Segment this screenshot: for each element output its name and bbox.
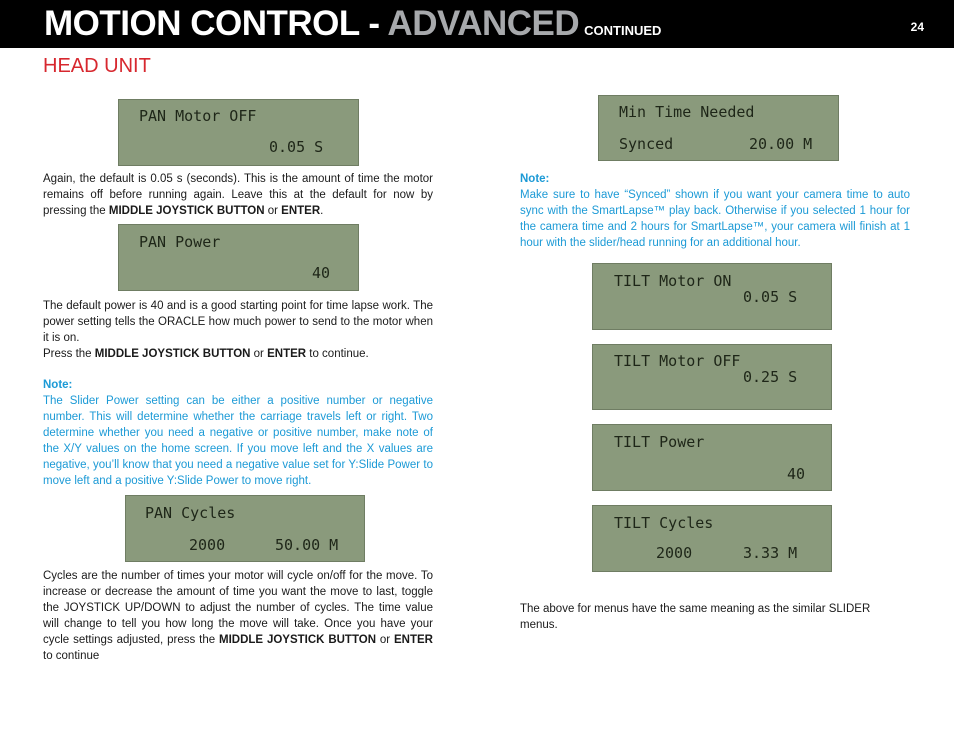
- lcd-line1: PAN Motor OFF: [139, 107, 257, 125]
- lcd-pan-motor-off: [118, 99, 359, 166]
- lcd-line1: TILT Motor ON: [614, 272, 732, 290]
- lcd-line1: PAN Cycles: [145, 504, 236, 522]
- paragraph-pan-cycles: Cycles are the number of times your motor will cycle on/off for the move. To increase or decrease the amount of time you want the move to last, toggle the JOYSTICK UP/DOWN to adjust the number of cycles. The time value will change to tell you how long the move will take. Once you have your cycle settings adjusted, press the MIDDLE JOYSTICK BUTTON or ENTER to continue: [43, 570, 433, 662]
- header-bar: [0, 0, 954, 48]
- lcd-line2: 40: [787, 465, 806, 483]
- page-number: 24: [910, 20, 924, 34]
- lcd-line1: TILT Cycles: [614, 514, 714, 532]
- title-main: MOTION CONTROL -: [44, 4, 388, 43]
- paragraph-pan-motor-off: Again, the default is 0.05 s (seconds). This is the amount of time the motor remains off before running again. Leave this at the default for now by pressing the MIDDLE JOYSTICK BUTTON or ENTER.: [43, 173, 433, 217]
- lcd-line2: 0.05 S: [269, 138, 324, 156]
- lcd-line2: 0.05 S: [743, 288, 798, 306]
- lcd-tilt-motor-on: [592, 263, 832, 330]
- lcd-line2: 0.25 S: [743, 368, 798, 386]
- lcd-line2-time: 20.00 M: [749, 135, 813, 153]
- page-title: [44, 2, 661, 53]
- lcd-pan-cycles: [125, 495, 365, 562]
- lcd-line2-time: 3.33 M: [743, 544, 798, 562]
- lcd-line2-mode: Synced: [619, 135, 674, 153]
- title-accent: ADVANCED: [387, 4, 580, 43]
- lcd-line2: 40: [312, 264, 331, 282]
- paragraph-pan-power: The default power is 40 and is a good starting point for time lapse work. The power setting tells the ORACLE how much power to send to the motor when it is on. Press the MIDDLE JOYSTICK BUTTON or ENTER to continue.: [43, 300, 433, 360]
- lcd-tilt-power: [592, 424, 832, 491]
- note-label: Note:: [43, 379, 73, 391]
- lcd-line1: PAN Power: [139, 233, 221, 251]
- lcd-line2-count: 2000: [189, 536, 226, 554]
- note-synced: Note: Make sure to have “Synced” shown if you want your camera time to auto sync with the SmartLapse™ play back. Otherwise if you selected 1 hour for the camera time and 2 hours for SmartLapse™, your camera will finish at 1 hour with the slider/head running for an additional hour.: [520, 173, 910, 249]
- lcd-line1: Min Time Needed: [619, 103, 755, 121]
- lcd-min-time: [598, 95, 839, 161]
- title-suffix: CONTINUED: [584, 23, 662, 38]
- lcd-line1: TILT Motor OFF: [614, 352, 741, 370]
- note-slider-power: Note: The Slider Power setting can be either a positive number or negative number. This will determine whether the carriage travels left or right. Two determine whether you need a negative or positive number, make note of the X/Y values on the home screen. If you move left and the X values are negative, you’ll know that you need a negative value set for Y:Slide Power to move left and a positive Y:Slide Power to move right.: [43, 379, 433, 487]
- lcd-line1: TILT Power: [614, 433, 705, 451]
- section-title: HEAD UNIT: [43, 55, 151, 77]
- lcd-tilt-motor-off: [592, 344, 832, 410]
- lcd-pan-power: [118, 224, 359, 291]
- note-label: Note:: [520, 173, 550, 185]
- paragraph-tilt-menus: The above for menus have the same meaning as the similar SLIDER menus.: [520, 603, 871, 631]
- lcd-line2-time: 50.00 M: [275, 536, 339, 554]
- lcd-tilt-cycles: [592, 505, 832, 572]
- lcd-line2-count: 2000: [656, 544, 693, 562]
